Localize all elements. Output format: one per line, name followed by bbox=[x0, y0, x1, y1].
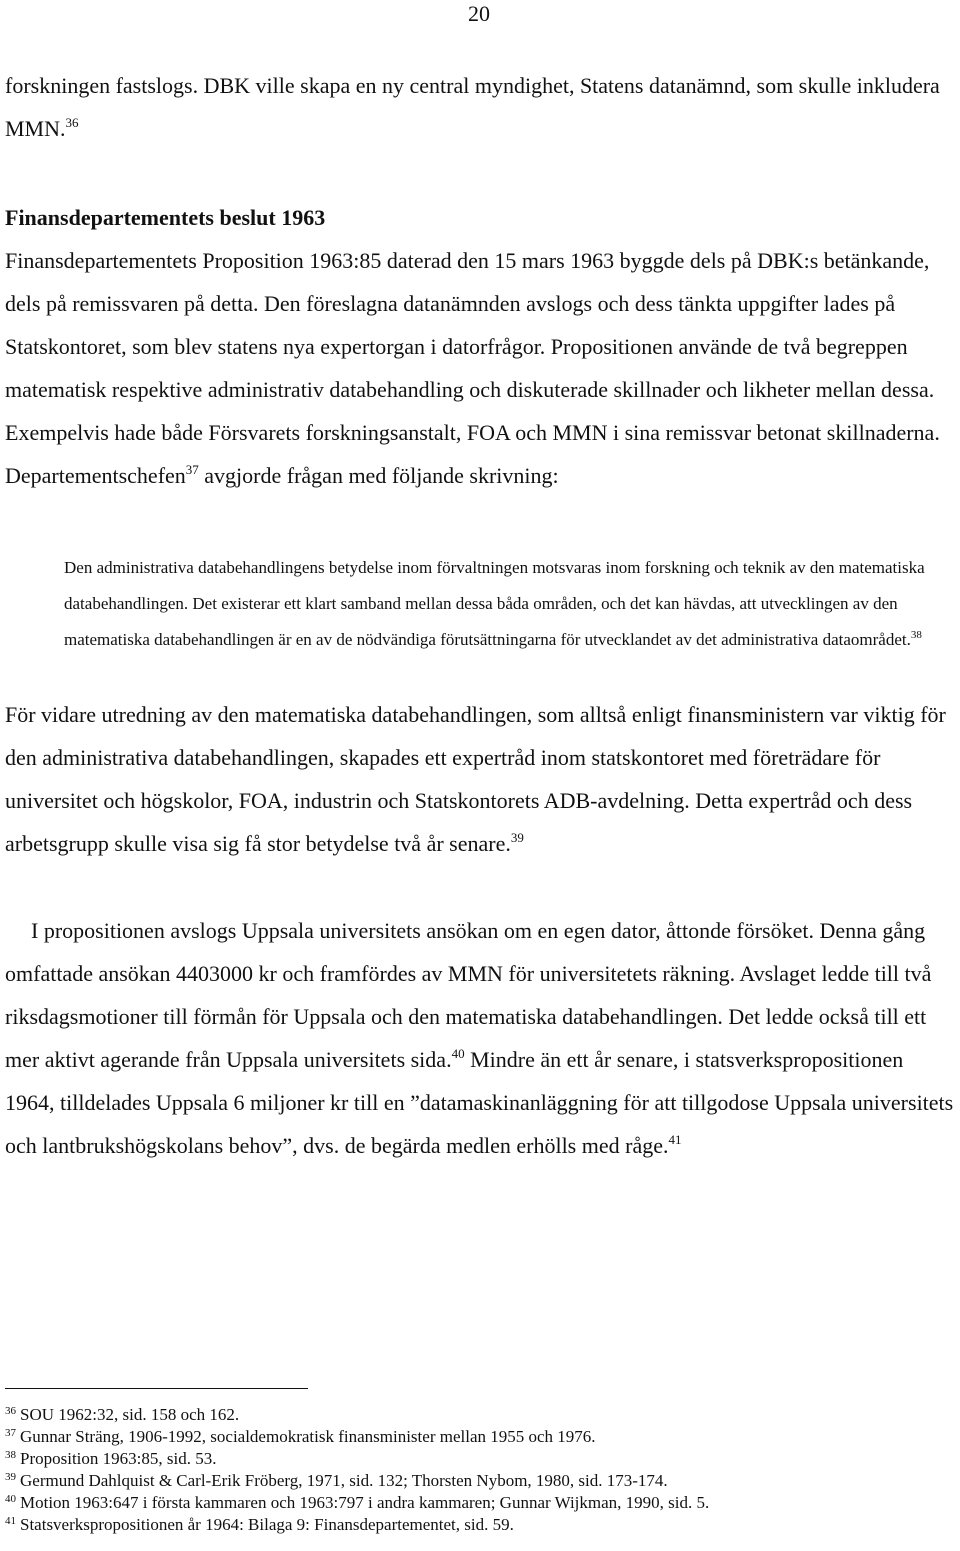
footnote-ref-40[interactable]: 40 bbox=[451, 1046, 465, 1061]
paragraph-3-text-end: Mindre än ett år senare, i statsverkspropositionen 1964, tilldelades Uppsala 6 miljoner kr till en ”datamaskinanläggning för att tillgodose Uppsala universitets och lantbrukshögskolans behov”, dvs. de begärda medlen erhölls med råge. bbox=[5, 1047, 954, 1158]
footnote-number: 40 bbox=[5, 1493, 16, 1505]
paragraph-1-text: Finansdepartementets Proposition 1963:85 daterad den 15 mars 1963 byggde dels på DBK:s betänkande, dels på remissvaren på detta. Den föreslagna datanämnden avslogs och dess tänkta uppgifter lades på Statskontoret, som blev statens nya expertorgan i datorfrågor. Propositionen använde de två begreppen matematisk respektive administrativ databehandling och diskuterade skillnader och likheter mellan dessa. Exempelvis hade både Försvarets forskningsanstalt, FOA och MMN i sina remissvar betonat skillnaderna. Departementschefen bbox=[5, 248, 940, 488]
quote-text: Den administrativa databehandlingens betydelse inom förvaltningen motsvaras inom forskning och teknik av den matematiska databehandlingen. Det existerar ett klart samband mellan dessa båda områden, och det kan hävdas, att utvecklingen av den matematiska databehandlingen är en av de nödvändiga förutsättningarna för utvecklandet av det administrativa dataområdet. bbox=[64, 558, 925, 649]
footnote-text: SOU 1962:32, sid. 158 och 162. bbox=[20, 1405, 240, 1424]
footnote-ref-37[interactable]: 37 bbox=[185, 462, 199, 477]
footnote-ref-36[interactable]: 36 bbox=[65, 115, 79, 130]
footnote-ref-41[interactable]: 41 bbox=[668, 1132, 682, 1147]
footnote-ref-38[interactable]: 38 bbox=[910, 629, 922, 641]
intro-paragraph bbox=[5, 64, 957, 150]
footnote-text: Germund Dahlquist & Carl-Erik Fröberg, 1971, sid. 132; Thorsten Nybom, 1980, sid. 173-174. bbox=[20, 1471, 668, 1490]
paragraph-1 bbox=[5, 239, 957, 497]
footnote-text: Motion 1963:647 i första kammaren och 1963:797 i andra kammaren; Gunnar Wijkman, 1990, sid. 5. bbox=[20, 1493, 710, 1512]
intro-text: forskningen fastslogs. DBK ville skapa en ny central myndighet, Statens datanämnd, som skulle inkludera MMN. bbox=[5, 73, 940, 141]
footnote-ref-39[interactable]: 39 bbox=[510, 830, 524, 845]
paragraph-1-text-end: avgjorde frågan med följande skrivning: bbox=[198, 463, 559, 488]
footnote-item bbox=[5, 1514, 955, 1536]
section-heading: Finansdepartementets beslut 1963 bbox=[5, 205, 326, 230]
footnote-number: 37 bbox=[5, 1427, 16, 1439]
footnote-item bbox=[5, 1426, 955, 1448]
footnote-item bbox=[5, 1492, 955, 1514]
footnote-number: 39 bbox=[5, 1471, 16, 1483]
paragraph-2-text: För vidare utredning av den matematiska databehandlingen, som alltså enligt finansministern var viktig för den administrativa databehandlingen, skapades ett expertråd inom statskontoret med företrädare för universitet och högskolor, FOA, industrin och Statskontorets ADB-avdelning. Detta expertråd och dess arbetsgrupp skulle visa sig få stor betydelse två år senare. bbox=[5, 702, 946, 856]
footnote-number: 41 bbox=[5, 1515, 16, 1527]
paragraph-3 bbox=[5, 909, 957, 1167]
block-quote bbox=[64, 550, 959, 658]
footnote-divider bbox=[5, 1388, 308, 1389]
page-number: 20 bbox=[468, 1, 490, 26]
footnote-item bbox=[5, 1448, 955, 1470]
paragraph-2 bbox=[5, 693, 957, 865]
footnote-text: Statsverkspropositionen år 1964: Bilaga 9: Finansdepartementet, sid. 59. bbox=[20, 1515, 514, 1534]
footnote-text: Gunnar Sträng, 1906-1992, socialdemokratisk finansminister mellan 1955 och 1976. bbox=[20, 1427, 596, 1446]
footnote-number: 36 bbox=[5, 1405, 16, 1417]
footnote-number: 38 bbox=[5, 1449, 16, 1461]
footnote-text: Proposition 1963:85, sid. 53. bbox=[20, 1449, 217, 1468]
footnote-item bbox=[5, 1404, 955, 1426]
footnote-list bbox=[5, 1404, 955, 1536]
footnote-item bbox=[5, 1470, 955, 1492]
paragraph-3-text: I propositionen avslogs Uppsala universitets ansökan om en egen dator, åttonde försöket. Denna gång omfattade ansökan 4403000 kr och framfördes av MMN för universitetets räkning. Avslaget ledde till två riksdagsmotioner till förmån för Uppsala och den matematiska databehandlingen. Det ledde också till ett mer aktivt agerande från Uppsala universitets sida. bbox=[5, 918, 932, 1072]
